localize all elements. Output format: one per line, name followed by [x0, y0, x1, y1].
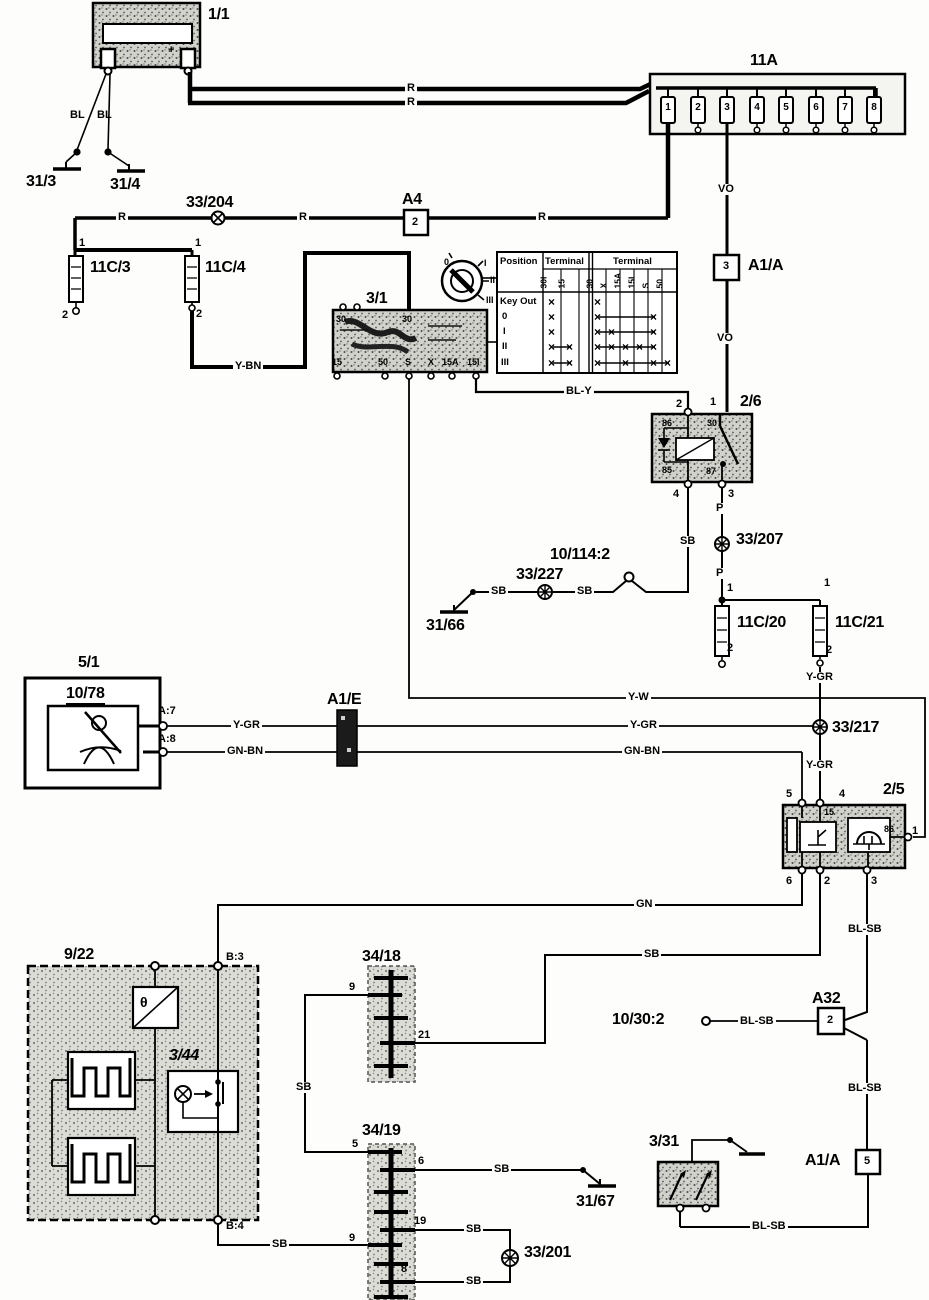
key-position-label: III — [486, 295, 494, 305]
pin-label: 1 — [195, 237, 202, 249]
terminal-label: S — [405, 357, 412, 367]
pin-label: 9 — [349, 1232, 356, 1244]
fuse-number: 8 — [871, 102, 877, 113]
wire-label-p: P — [716, 502, 724, 514]
connector-a4-pin: 2 — [412, 216, 419, 228]
label-ground-31-3: 31/3 — [26, 173, 56, 190]
wire-label-gn-bn: GN-BN — [227, 745, 264, 757]
wire-label-sb: SB — [296, 1081, 312, 1093]
relay-terminal-label: 30 — [707, 418, 718, 428]
label-sensor-5-1: 5/1 — [78, 654, 100, 671]
wire-sb-3 — [305, 995, 368, 1152]
ground-31-67-icon — [588, 1179, 616, 1186]
label-splice-33-201: 33/201 — [524, 1244, 572, 1261]
pin-label: 9 — [349, 981, 356, 993]
table-col-S: S — [640, 282, 651, 289]
ground-31-4-icon — [117, 164, 145, 171]
label-ground-31-4: 31/4 — [110, 176, 140, 193]
module-2-5 — [783, 800, 912, 874]
table-header-terminal: Terminal — [545, 256, 584, 267]
wire-label-vo: VO — [717, 332, 733, 344]
table-col-15A: 15A — [612, 272, 623, 289]
label-battery-plus: + — [168, 44, 175, 56]
label-battery-id: 1/1 — [208, 6, 230, 23]
fuse-number: 3 — [724, 102, 730, 113]
label-splice-33-204: 33/204 — [186, 194, 234, 211]
terminal-label: 15A — [442, 357, 459, 367]
battery — [93, 3, 200, 75]
ground-31-3-icon — [53, 162, 81, 169]
splice-33-201-icon — [502, 1250, 518, 1266]
table-mark: × — [650, 340, 658, 354]
table-mark: × — [594, 356, 602, 370]
table-col-30I: 30I — [538, 276, 549, 289]
wire-label-bl-sb: BL-SB — [848, 1082, 882, 1094]
table-mark: × — [548, 295, 556, 309]
table-mark: × — [594, 295, 602, 309]
wire-label-sb: SB — [491, 585, 507, 597]
table-mark: × — [622, 356, 630, 370]
fuse-number: 7 — [842, 102, 848, 113]
pin-label: 2 — [676, 398, 683, 410]
table-mark: × — [594, 340, 602, 354]
table-mark: × — [566, 356, 574, 370]
pin-label: 2 — [727, 642, 734, 654]
pin-label: 5 — [786, 788, 793, 800]
table-col-X: X — [598, 282, 609, 289]
pin-label-b3: B:3 — [226, 951, 244, 963]
key-position-label: II — [490, 275, 496, 285]
pin-label-a7: A:7 — [158, 705, 176, 717]
table-mark: × — [650, 310, 658, 324]
fuse-number: 4 — [754, 102, 760, 113]
label-fuse-11c20: 11C/20 — [737, 614, 786, 631]
wire-label-bl: BL — [97, 109, 112, 121]
wire-label-gn-bn: GN-BN — [624, 745, 661, 757]
pin-label: 2 — [824, 875, 831, 887]
connector-a1e-box — [337, 710, 357, 766]
key-position-label: I — [484, 258, 487, 268]
label-ground-31-67: 31/67 — [576, 1193, 615, 1210]
thermostat-theta-symbol: θ — [140, 994, 148, 1010]
pin-label: 5 — [352, 1138, 359, 1150]
table-mark: × — [594, 325, 602, 339]
connector-34-18 — [368, 966, 415, 1082]
pin-label: 1 — [710, 396, 717, 408]
splice-33-227-icon — [538, 585, 552, 599]
table-mark: × — [650, 356, 658, 370]
pin-label: 8 — [401, 1263, 408, 1275]
pin-label: 3 — [871, 875, 878, 887]
wire-label-y-gr: Y-GR — [806, 671, 833, 683]
pin-label: 1 — [824, 577, 831, 589]
label-terminal-10-30-2: 10/30:2 — [612, 1011, 665, 1028]
label-connector-34-19: 34/19 — [362, 1122, 401, 1139]
junction-dot — [580, 1167, 586, 1173]
pin-label-b4: B:4 — [226, 1220, 244, 1232]
wire-bl-sb — [845, 873, 867, 1020]
label-splice-33-207: 33/207 — [736, 531, 784, 548]
junction-dot — [470, 589, 476, 595]
splice-33-217-icon — [813, 720, 827, 734]
fuse-number: 1 — [665, 102, 671, 113]
table-col-30: 30 — [584, 279, 595, 289]
wire-label-bl: BL — [70, 109, 85, 121]
label-terminal-10-114-2: 10/114:2 — [550, 546, 610, 563]
relay-terminal-label: 87 — [706, 466, 717, 476]
wire-label-bl-y: BL-Y — [566, 385, 592, 397]
pin-label: 2 — [196, 308, 203, 320]
pin-label: 19 — [414, 1215, 427, 1227]
label-connector-a1a-top: A1/A — [748, 257, 784, 274]
label-connector-a4: A4 — [402, 191, 422, 208]
label-fuse-11c3: 11C/3 — [90, 259, 131, 276]
terminal-10-114-2-icon — [625, 573, 634, 582]
wire-p-branch — [722, 600, 820, 606]
wire-label-sb: SB — [494, 1163, 510, 1175]
table-mark: × — [548, 340, 556, 354]
label-connector-a1e: A1/E — [327, 691, 362, 708]
wire-label-bl-sb: BL-SB — [848, 923, 882, 935]
table-row-II: II — [502, 341, 508, 352]
wire-label-y-gr: Y-GR — [233, 719, 260, 731]
table-row-III: III — [501, 357, 509, 368]
label-splice-33-227: 33/227 — [516, 566, 564, 583]
wire-label-bl-sb: BL-SB — [752, 1220, 786, 1232]
table-mark: × — [622, 340, 630, 354]
wire-label-y-gr: Y-GR — [806, 759, 833, 771]
table-mark: × — [608, 340, 616, 354]
label-switch-3-44: 3/44 — [169, 1047, 199, 1064]
connector-34-19 — [368, 1144, 415, 1300]
connector-a1a-top-pin: 3 — [723, 260, 730, 272]
table-mark: × — [650, 325, 658, 339]
fuse-number: 2 — [695, 102, 701, 113]
pin-label: 3 — [728, 488, 735, 500]
wire-label-r: R — [538, 211, 546, 223]
table-mark: × — [548, 310, 556, 324]
wire-label-sb: SB — [272, 1238, 288, 1250]
label-fuse-11c4: 11C/4 — [205, 259, 246, 276]
pin-label: 4 — [673, 488, 680, 500]
terminal-label: 30 — [402, 314, 413, 324]
wire-label-y-gr: Y-GR — [630, 719, 657, 731]
fuse-number: 6 — [813, 102, 819, 113]
wire-label-p: P — [716, 567, 724, 579]
pin-label: 6 — [786, 875, 793, 887]
table-header-terminal: Terminal — [613, 256, 652, 267]
wire-label-vo: VO — [718, 183, 734, 195]
pin-label: 6 — [418, 1155, 425, 1167]
table-mark: × — [566, 340, 574, 354]
label-heated-seat-9-22: 9/22 — [64, 946, 94, 963]
table-col-15I: 15I — [626, 276, 637, 289]
pin-label-a8: A:8 — [158, 733, 176, 745]
wire-label-y-w: Y-W — [628, 691, 649, 703]
wire-label-sb: SB — [680, 535, 696, 547]
battery-feed-wires — [188, 72, 659, 103]
terminal-label: 50 — [378, 357, 389, 367]
label-relay-2-6: 2/6 — [740, 393, 762, 410]
fuse-11c21-icon — [813, 606, 827, 666]
pin-label: 1 — [79, 237, 86, 249]
wire-label-r: R — [407, 96, 415, 108]
table-col-15: 15 — [556, 279, 567, 289]
wire-label-y-bn: Y-BN — [235, 360, 262, 372]
label-switch-3-31: 3/31 — [649, 1133, 679, 1150]
table-mark: × — [594, 310, 602, 324]
connector-a1a-bottom-pin: 5 — [864, 1155, 871, 1167]
wire-gn-bn — [167, 752, 802, 803]
label-ground-31-66: 31/66 — [426, 617, 465, 634]
wire-label-gn: GN — [636, 898, 653, 910]
fuse-11c3-icon — [69, 256, 83, 314]
relay-terminal-label: 15 — [824, 807, 835, 817]
label-fusebox-id: 11A — [750, 52, 778, 69]
label-ignition-switch: 3/1 — [366, 290, 388, 307]
wire-label-r: R — [407, 82, 415, 94]
label-connector-a1a-bottom: A1/A — [805, 1152, 841, 1169]
wire-gn — [218, 873, 802, 964]
relay-terminal-label: 86 — [662, 418, 673, 428]
table-mark: × — [548, 325, 556, 339]
terminal-label: 15 — [332, 357, 343, 367]
wire-label-sb: SB — [644, 948, 660, 960]
label-sensor-10-78: 10/78 — [66, 686, 105, 705]
table-col-50: 50 — [654, 279, 665, 289]
table-header-position: Position — [500, 256, 538, 267]
table-row-0: 0 — [502, 311, 508, 322]
pin-label: 21 — [418, 1029, 431, 1041]
relay-terminal-label: 85 — [662, 465, 673, 475]
label-connector-34-18: 34/18 — [362, 948, 401, 965]
label-splice-33-217: 33/217 — [832, 719, 880, 736]
terminal-10-30-2-icon — [702, 1017, 710, 1025]
table-row-I: I — [503, 326, 506, 337]
fuse-11c4-icon — [185, 256, 199, 311]
pin-label: 1 — [912, 825, 919, 837]
table-mark: × — [608, 325, 616, 339]
relay-terminal-label: 86 — [884, 824, 895, 834]
label-fuse-11c21: 11C/21 — [835, 614, 884, 631]
table-mark: × — [636, 340, 644, 354]
label-connector-a32: A32 — [812, 990, 841, 1007]
connector-a32-pin: 2 — [827, 1014, 834, 1026]
wire-label-r: R — [118, 211, 126, 223]
table-mark: × — [664, 356, 672, 370]
splice-33-207-icon — [715, 537, 729, 551]
wire-label-sb: SB — [577, 585, 593, 597]
terminal-label: 15I — [467, 357, 480, 367]
wire-label-sb: SB — [466, 1275, 482, 1287]
pin-label: 2 — [62, 309, 69, 321]
pin-label: 1 — [727, 582, 734, 594]
splice-33-204-icon — [212, 212, 225, 225]
table-row-keyout: Key Out — [500, 296, 537, 307]
wire-label-sb: SB — [466, 1223, 482, 1235]
fuse-number: 5 — [783, 102, 789, 113]
key-position-label: 0 — [444, 257, 450, 267]
wire-label-bl-sb: BL-SB — [740, 1015, 774, 1027]
label-module-2-5: 2/5 — [883, 781, 905, 798]
wire-label-r: R — [299, 211, 307, 223]
wire-r-trunk — [75, 123, 668, 256]
fuse-11c20-icon — [715, 606, 729, 667]
pin-label: 2 — [826, 644, 833, 656]
wire-sb-33-201 — [415, 1230, 510, 1282]
terminal-label: 30 — [336, 314, 347, 324]
ground-31-66-icon — [440, 605, 468, 612]
pin-label: 4 — [839, 788, 846, 800]
table-mark: × — [548, 356, 556, 370]
terminal-label: X — [428, 357, 435, 367]
